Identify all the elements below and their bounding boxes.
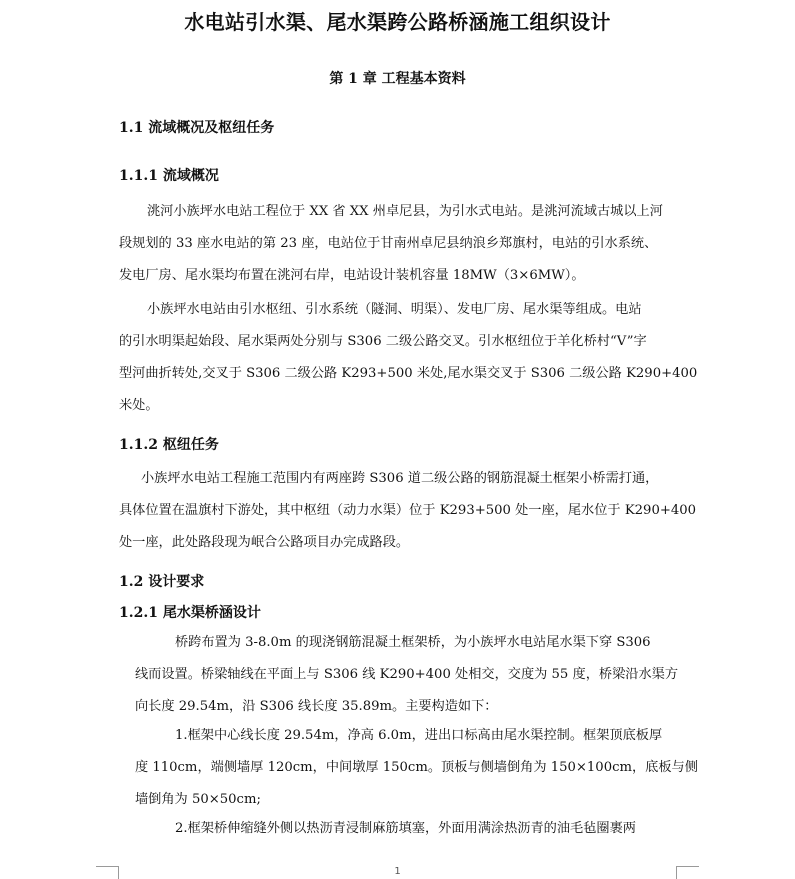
paragraph-line: 发电厂房、尾水渠均布置在洮河右岸，电站设计装机容量 18MW（3×6MW）。 bbox=[119, 268, 585, 283]
section-heading-1-1: 1.1 流域概况及枢纽任务 bbox=[119, 120, 275, 136]
paragraph-line: 度 110cm，端侧墙厚 120cm，中间墩厚 150cm。顶板与侧墙倒角为 150×100cm，底板与侧 bbox=[135, 760, 698, 775]
paragraph-line: 型河曲折转处,交叉于 S306 二级公路 K293+500 米处,尾水渠交叉于 S306 二级公路 K290+400 bbox=[119, 366, 698, 381]
paragraph-station-composition bbox=[119, 294, 697, 422]
section-heading-1-1-2: 1.1.2 枢纽任务 bbox=[119, 437, 219, 453]
paragraph-line: 小族坪水电站由引水枢纽、引水系统（隧洞、明渠）、发电厂房、尾水渠等组成。电站 bbox=[147, 302, 642, 317]
paragraph-line: 处一座，此处路段现为岷合公路项目办完成路段。 bbox=[119, 535, 410, 550]
section-heading-1-1-1: 1.1.1 流域概况 bbox=[119, 168, 219, 184]
paragraph-line: 洮河小族坪水电站工程位于 XX 省 XX 州卓尼县，为引水式电站。是洮河流域古城以上河 bbox=[147, 204, 663, 219]
paragraph-line: 墙倒角为 50×50cm; bbox=[135, 792, 261, 807]
paragraph-frame-structure bbox=[135, 720, 698, 816]
document-title: 水电站引水渠、尾水渠跨公路桥涵施工组织设计 bbox=[184, 10, 611, 34]
section-heading-1-2-1: 1.2.1 尾水渠桥涵设计 bbox=[119, 605, 261, 621]
paragraph-line: 段规划的 33 座水电站的第 23 座，电站位于甘南州卓尼县纳浪乡郑旗村，电站的引水系统、 bbox=[119, 236, 658, 251]
paragraph-bridge-layout bbox=[135, 627, 678, 723]
paragraph-project-tasks bbox=[119, 463, 696, 559]
section-heading-1-2: 1.2 设计要求 bbox=[119, 574, 205, 590]
paragraph-line: 1.框架中心线长度 29.54m，净高 6.0m，进出口标高由尾水渠控制。框架顶底板厚 bbox=[175, 728, 663, 743]
paragraph-line: 的引水明渠起始段、尾水渠两处分别与 S306 二级公路交叉。引水枢纽位于羊化桥村“V”字 bbox=[119, 334, 647, 349]
paragraph-line: 小族坪水电站工程施工范围内有两座跨 S306 道二级公路的钢筋混凝土框架小桥需打通， bbox=[141, 471, 659, 486]
chapter-heading: 第 1 章 工程基本资料 bbox=[329, 71, 466, 87]
paragraph-basin-overview bbox=[119, 196, 663, 292]
paragraph-line: 具体位置在温旗村下游处，其中枢纽（动力水渠）位于 K293+500 处一座，尾水位于 K290+400 bbox=[119, 503, 697, 518]
paragraph-line: 米处。 bbox=[119, 398, 159, 413]
page-number: 1 bbox=[394, 866, 401, 877]
paragraph-expansion-joint bbox=[135, 813, 636, 845]
paragraph-line: 2.框架桥伸缩缝外侧以热沥青浸制麻筋填塞，外面用满涂热沥青的油毛毡圈裹两 bbox=[175, 821, 636, 836]
paragraph-line: 向长度 29.54m，沿 S306 线长度 35.89m。主要构造如下： bbox=[135, 699, 498, 714]
paragraph-line: 桥跨布置为 3-8.0m 的现浇钢筋混凝土框架桥，为小族坪水电站尾水渠下穿 S306 bbox=[175, 635, 651, 650]
paragraph-line: 线而设置。桥梁轴线在平面上与 S306 线 K290+400 处相交，交度为 55 度，桥梁沿水渠方 bbox=[135, 667, 679, 682]
